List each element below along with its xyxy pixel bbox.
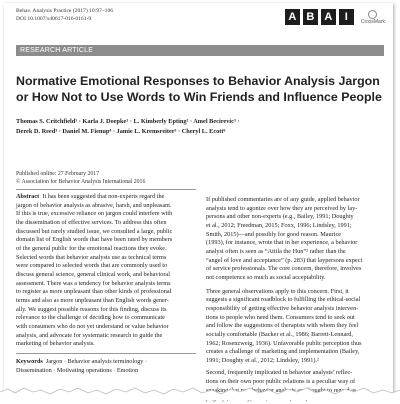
abstract-line [16, 193, 172, 202]
abstract-line: relevance to the challenge of deciding how to communicate [16, 314, 165, 322]
abstract-line: to register as more unpleasant than other kinds of professional [16, 288, 172, 296]
body-line: and follow the suggestions of therapists with whom they feel [206, 322, 359, 330]
author-line: Derek D. Reed³ · Daniel M. Fienup⁴ · Jamie L. Kremsreiter⁵ · Cheryl L. Ecott⁶ [16, 128, 226, 135]
journal-reference [16, 7, 113, 23]
article-page [4, 3, 393, 395]
published-date: Published online: 27 February 2017 [16, 171, 100, 177]
author-list [16, 117, 386, 137]
section-band: RESEARCH ARTICLE [16, 45, 384, 56]
body-line: analysts tend to agonize over how they are perceived by lay- [206, 204, 358, 212]
keywords-line: Dissemination · Motivating operations · Emotion [16, 367, 139, 374]
abstract-line: of the general public for the emotional reactions they evoke. [16, 244, 167, 252]
body-line: suggests a significant roadblock to fulfilling the ethical-social [206, 296, 361, 304]
article-title [16, 73, 386, 105]
abstract-line: jargon of behavior analysis as abrasive, harsh, and unpleasant. [16, 201, 172, 209]
body-line: analyst often is seen as “Attila the Hun”² rather than the [206, 247, 346, 255]
keywords-label: Keywords [16, 358, 43, 365]
body-line: Second, frequently implicated in behavior analysts’ reflec- [206, 369, 353, 377]
copyright-line: © Association for Behavior Analysis International 2016 [16, 179, 146, 185]
body-line: 1991; Doughty et al., 2012; Lindsley, 1991).² [206, 356, 319, 364]
title-line: Normative Emotional Responses to Behavior Analysis Jargon [16, 74, 380, 88]
body-line: et al., 2012; Freedman, 2015; Foxx, 1996; Lindsley, 1991; [206, 221, 352, 229]
publication-info [16, 170, 145, 186]
body-line: speaking that non-behavior analysts are thought to regard as [206, 386, 357, 394]
abstract-line: with consumers who do not yet understand or value behavior [16, 322, 169, 330]
body-line: (1993), for instance, wrote that in her experience, a behavior [206, 239, 358, 247]
body-line: 1962; Rosenzweig, 1936). Unfavorable public perception thus [206, 339, 362, 347]
abstract-line: ally. We suggest possible reasons for this finding, discuss its [16, 305, 167, 313]
abstract-line: domain list of English words that have been rated by members [16, 236, 173, 244]
body-line: If published commentaries are of any guide, applied behavior [206, 196, 360, 203]
logo-letter: A [321, 9, 336, 25]
abstract [16, 193, 172, 349]
keywords-line [16, 357, 147, 366]
publisher-logo [285, 9, 385, 25]
keywords-rule [16, 353, 196, 354]
abstract-line: discuss general science, general clinical work, and behavioral [16, 270, 170, 278]
torn-edge [0, 386, 400, 400]
abstract-line: marketing of behavior analysis. [16, 340, 95, 348]
journal-line: Behav. Analysis Practice (2017) 10:97–106 [16, 8, 114, 14]
logo-letter: B [303, 9, 318, 25]
abstract-line: discussed but rarely studied issue, we consulted a large, public [16, 227, 173, 235]
crossmark-label: CrossMark [360, 18, 385, 25]
doi-line: DOI 10.1007/s40617-016-0161-9 [16, 16, 92, 22]
body-line: “angel of love and acceptance” (p. 283) that laypersons expect [206, 256, 363, 264]
body-line: tions to people who need them. Consumers tend to seek out [206, 313, 355, 321]
body-line: Smith, 2015)—and possibly for good reason. Maurice [206, 230, 342, 238]
body-line: creates a challenge of marketing and implementation (Bailey, [206, 348, 360, 356]
title-line: or How Not to Use Words to Win Friends and Influence People [16, 90, 382, 104]
abstract-line: terms and also as more unpleasant than English words gener- [16, 296, 169, 304]
abstract-top-rule [16, 189, 196, 190]
abstract-line: Selected words that behavior analysts use as technical terms [16, 253, 167, 261]
abstract-line: the dissemination of effective services. To address this often [16, 218, 167, 226]
keywords-text: Jargon · Behavior analysis terminology · [45, 358, 148, 365]
abstract-label: Abstract [16, 193, 40, 200]
body-line: Three general observations apply to this concern. First, it [206, 287, 349, 295]
body-line: persons and other non-experts (e.g., Bailey, 1991; Doughty [206, 213, 354, 221]
crossmark-icon [368, 10, 377, 19]
abstract-line: If this is true, excessive reliance on jargon could interfere with [16, 210, 173, 218]
logo-letter: A [285, 9, 300, 25]
abstract-line: assessment. There was a tendency for behavior analysis terms [16, 279, 171, 287]
abstract-line: were compared to selected words that are commonly used to [16, 262, 168, 270]
logo-letter: I [339, 9, 354, 25]
body-line: responsibility of getting effective behavior analysis interven- [206, 304, 359, 312]
abstract-line: analysis, and advocate for systematic research to guide the [16, 331, 163, 339]
body-text-column [206, 196, 362, 404]
author-line: Thomas S. Critchfield¹ · Karla J. Doepke¹ · L. Kimberly Epting² · Amel Becirevic³ · [16, 118, 240, 125]
abstract-text: It has been suggested that non-experts regard the [42, 193, 165, 200]
keywords [16, 357, 147, 375]
crossmark-badge[interactable] [361, 10, 385, 25]
body-line: tions on their own poor public relations is a peculiar way of [206, 378, 356, 386]
body-line: socially comfortable (Backer et al., 1986; Barrett-Lennard, [206, 330, 353, 338]
body-line: not competence so much as social acceptability. [206, 273, 326, 281]
body-line: of service professionals. The core concern, therefore, involves [206, 265, 362, 273]
